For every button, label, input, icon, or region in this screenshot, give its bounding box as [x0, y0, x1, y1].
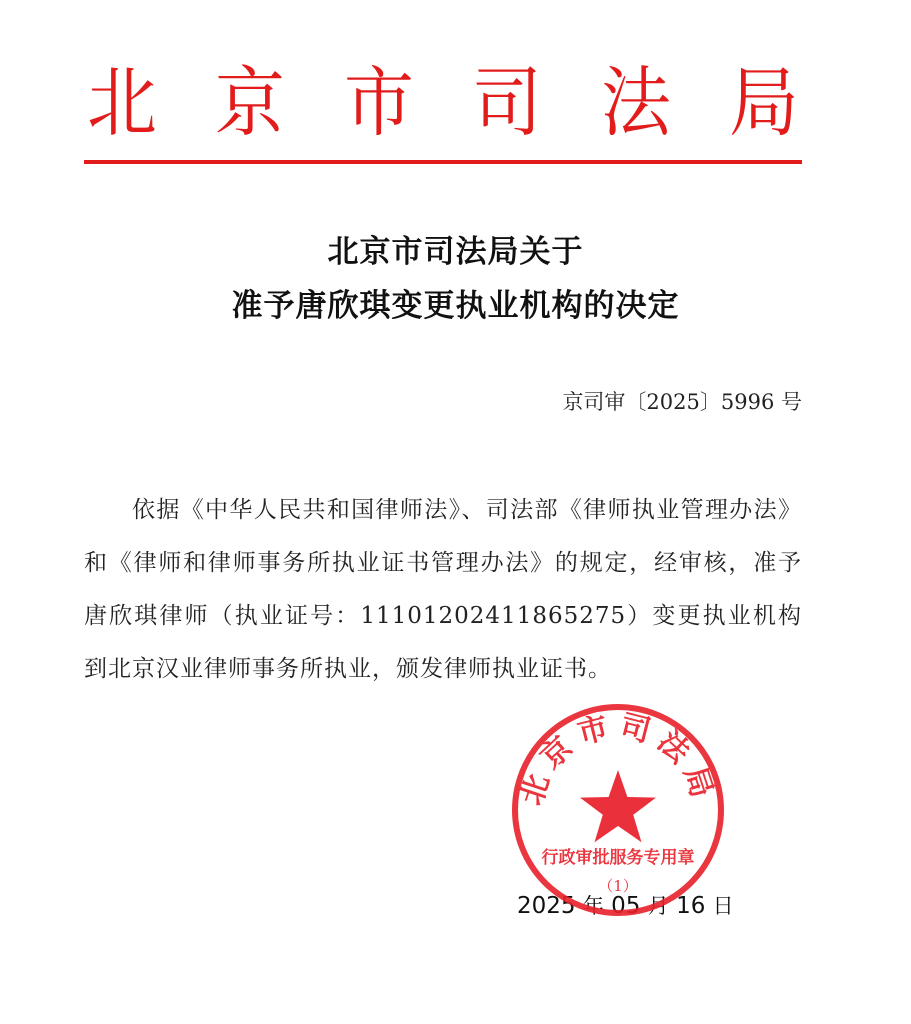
seal-inner-text: 行政审批服务专用章: [541, 848, 695, 868]
letterhead-char: 市: [343, 58, 414, 147]
star-icon: [580, 770, 656, 842]
date-day-unit: 日: [712, 894, 734, 918]
official-seal: [510, 702, 726, 918]
date-year-unit: 年: [582, 894, 604, 918]
document-number: 京司审〔2025〕5996 号: [562, 390, 802, 414]
letterhead-char: 局: [728, 58, 799, 147]
letterhead-char: 司: [472, 58, 543, 147]
date-month: 05: [611, 893, 641, 919]
letterhead-title: [84, 58, 802, 148]
letterhead-divider: [84, 160, 802, 164]
letterhead-char: 京: [215, 58, 286, 147]
document-title-line-1: 北京市司法局关于: [327, 234, 584, 270]
document-body: 依据《中华人民共和国律师法》、司法部《律师执业管理办法》和《律师和律师事务所执业证书管理办法》的规定，经审核，准予唐欣琪律师（执业证号：11101202411865275）变更执业机构到北京汉业律师事务所执业，颁发律师执业证书。: [84, 497, 802, 682]
date-month-unit: 月: [647, 894, 669, 918]
letterhead-char: 法: [600, 58, 671, 147]
letterhead-char: 北: [87, 58, 157, 147]
document-title-line-2: 准予唐欣琪变更执业机构的决定: [231, 288, 680, 324]
seal-number: （1）: [598, 877, 638, 895]
date-year: 2025: [517, 893, 576, 919]
date-day: 16: [676, 893, 706, 919]
seal-arc-text: 北京市司法局: [514, 708, 722, 810]
